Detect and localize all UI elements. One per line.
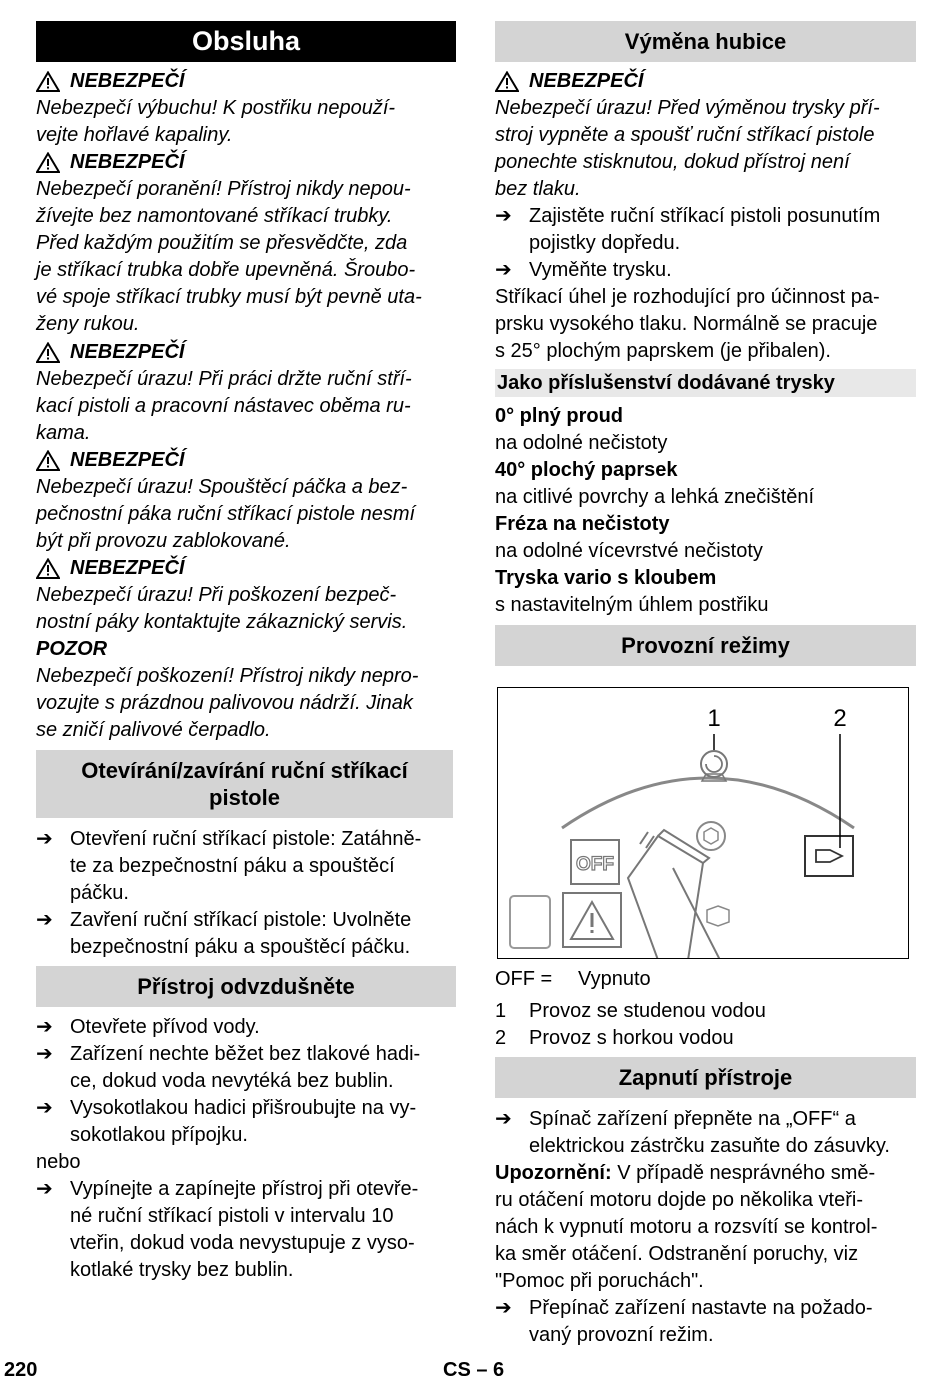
paragraph xyxy=(495,284,880,365)
warning-title-text: NEBEZPEČÍ xyxy=(70,151,185,173)
list-item-line: Vysokotlakou hadici přišroubujte na vy- xyxy=(70,1097,417,1119)
list-item xyxy=(495,257,672,284)
note-line: ru otáčení motoru dojde po několika vteři- xyxy=(495,1189,863,1211)
list-item xyxy=(495,1106,890,1160)
blank-box xyxy=(510,896,550,948)
list-item-line: vteřin, dokud voda nevystupuje z vyso- xyxy=(70,1232,415,1254)
arrow-right-icon: ➔ xyxy=(495,1108,512,1130)
knob-center-icon xyxy=(697,822,725,850)
accessory-name: 0° plný proud xyxy=(495,405,623,427)
warning-title-text: NEBEZPEČÍ xyxy=(70,449,185,471)
warning-text-line: nostní páky kontaktujte zákaznický servis. xyxy=(36,611,408,633)
list-item-line: te za bezpečnostní páku a spouštěcí xyxy=(70,855,395,877)
warning-title xyxy=(36,149,422,176)
warning-triangle-icon xyxy=(36,71,60,92)
arrow-right-icon: ➔ xyxy=(36,828,53,850)
list-item-line: Zajistěte ruční stříkací pistoli posunutím xyxy=(529,205,881,227)
accessory-name: Fréza na nečistoty xyxy=(495,513,670,535)
warning-title xyxy=(36,339,412,366)
arrow-right-icon: ➔ xyxy=(36,1178,53,1200)
paragraph-line: prsku vysokého tlaku. Normálně se pracuje xyxy=(495,313,878,335)
warning-block xyxy=(36,555,407,636)
warning-triangle-icon xyxy=(36,450,60,471)
warning-title xyxy=(36,68,395,95)
warning-title-text: NEBEZPEČÍ xyxy=(529,70,644,92)
hex-screw-icon xyxy=(707,906,729,926)
heading-text: Obsluha xyxy=(191,26,300,56)
figure-label-2: 2 xyxy=(833,705,847,732)
cold-water-icon xyxy=(701,751,727,781)
warning-text-line: kací pistoli a pracovní nástavec oběma ru- xyxy=(36,395,411,417)
note-text: V případě nesprávného smě- xyxy=(611,1162,876,1184)
warning-text-line: vé spoje stříkací trubky musí být pevně uta- xyxy=(36,286,422,308)
warning-block xyxy=(495,68,880,203)
warning-text-line: být při provozu zablokované. xyxy=(36,530,291,552)
heading-text: Výměna hubice xyxy=(624,29,787,54)
legend-key: OFF = xyxy=(495,968,553,990)
warning-title-text: NEBEZPEČÍ xyxy=(70,341,185,363)
list-item-line: Otevřete přívod vody. xyxy=(70,1016,260,1038)
note-line: nách k vypnutí motoru a rozsvítí se kontrol- xyxy=(495,1216,878,1238)
section-heading-vent xyxy=(36,966,456,1007)
arrow-right-icon: ➔ xyxy=(495,205,512,227)
list-item-line: vaný provozní režim. xyxy=(529,1324,714,1346)
section-heading-power-on xyxy=(495,1057,916,1098)
arrow-right-icon: ➔ xyxy=(36,1016,53,1038)
list-item-line: kotlaké trysky bez bublin. xyxy=(70,1259,294,1281)
list-item xyxy=(495,1295,873,1349)
warning-text-line: stroj vypněte a spoušť ruční stříkací pistole xyxy=(495,124,875,146)
page-number: 220 xyxy=(4,1359,38,1381)
warning-text-line: ženy rukou. xyxy=(36,313,140,335)
warning-text-line: žívejte bez namontované stříkací trubky. xyxy=(36,205,393,227)
legend-value: Provoz s horkou vodou xyxy=(529,1027,734,1049)
list-item xyxy=(36,1041,420,1095)
accessory-list xyxy=(495,403,814,619)
caution-text-line: Nebezpečí poškození! Přístroj nikdy nepro- xyxy=(36,665,419,687)
warning-text-line: kama. xyxy=(36,422,91,444)
section-heading-modes xyxy=(495,625,916,666)
warning-block xyxy=(36,447,415,555)
note-paragraph xyxy=(495,1160,877,1295)
legend-row xyxy=(495,966,651,993)
warning-triangle-icon xyxy=(36,342,60,363)
figure-label-1: 1 xyxy=(707,705,721,732)
list-item-line: Vyměňte trysku. xyxy=(529,259,672,281)
arrow-right-icon: ➔ xyxy=(36,1043,53,1065)
warning-title-text: NEBEZPEČÍ xyxy=(70,557,185,579)
mode-switch-figure xyxy=(497,687,909,959)
warning-text-line: vejte hořlavé kapaliny. xyxy=(36,124,233,146)
list-item xyxy=(36,826,421,907)
list-item-line: né ruční stříkací pistoli v intervalu 10 xyxy=(70,1205,394,1227)
legend-value: Provoz se studenou vodou xyxy=(529,1000,766,1022)
warning-triangle-icon xyxy=(36,558,60,579)
list-item-line: elektrickou zástrčku zasuňte do zásuvky. xyxy=(529,1135,890,1157)
page-label: CS – 6 xyxy=(443,1359,505,1381)
arrow-right-icon: ➔ xyxy=(36,1097,53,1119)
list-item-line: sokotlakou přípojku. xyxy=(70,1124,248,1146)
note-line: "Pomoc při poruchách". xyxy=(495,1270,704,1292)
paragraph-line: s 25° plochým paprskem (je přibalen). xyxy=(495,340,831,362)
mode-switch-illustration xyxy=(498,688,909,959)
legend-row xyxy=(495,998,766,1025)
hot-water-icon xyxy=(805,836,853,876)
heading-text: Otevírání/zavírání ruční stříkací xyxy=(81,758,408,783)
warning-text-line: Nebezpečí poranění! Přístroj nikdy nepou- xyxy=(36,178,411,200)
list-item-line: Otevření ruční stříkací pistole: Zatáhně- xyxy=(70,828,422,850)
warning-text-line: je stříkací trubka dobře upevněná. Šroubo- xyxy=(36,259,416,281)
accessory-name: 40° plochý paprsek xyxy=(495,459,678,481)
off-box-label: OFF xyxy=(576,854,614,875)
heading-text: pistole xyxy=(209,785,280,810)
warning-text-line: Nebezpečí úrazu! Před výměnou trysky pří- xyxy=(495,97,880,119)
or-text: nebo xyxy=(36,1151,81,1173)
accessory-desc: na odolné nečistoty xyxy=(495,432,668,454)
list-item xyxy=(36,907,411,961)
heading-text: Provozní režimy xyxy=(621,633,790,658)
heading-text: Jako příslušenství dodávané trysky xyxy=(497,371,835,394)
note-label: Upozornění: xyxy=(495,1162,612,1184)
warning-block xyxy=(36,339,412,447)
warning-text-line: Nebezpečí úrazu! Při poškození bezpeč- xyxy=(36,584,397,606)
warning-text-line: pečnostní páka ruční stříkací pistole nesmí xyxy=(36,503,416,525)
heading-text: Přístroj odvzdušněte xyxy=(137,974,355,999)
warning-title xyxy=(36,555,407,582)
list-item-line: bezpečnostní páku a spouštěcí páčku. xyxy=(70,936,411,958)
warning-text-line: bez tlaku. xyxy=(495,178,581,200)
list-item xyxy=(36,1095,416,1149)
arrow-right-icon: ➔ xyxy=(36,909,53,931)
list-item-line: Přepínač zařízení nastavte na požado- xyxy=(529,1297,873,1319)
paragraph-line: Stříkací úhel je rozhodující pro účinnost pa- xyxy=(495,286,880,308)
caution-title: POZOR xyxy=(36,638,108,660)
warning-text-line: Před každým použitím se přesvědčte, zda xyxy=(36,232,408,254)
warning-text-line: Nebezpečí úrazu! Při práci držte ruční stří- xyxy=(36,368,412,390)
list-item-line: Spínač zařízení přepněte na „OFF“ a xyxy=(529,1108,856,1130)
accessory-name: Tryska vario s kloubem xyxy=(495,567,717,589)
warning-title-text: NEBEZPEČÍ xyxy=(70,70,185,92)
warning-text-line: Nebezpečí výbuchu! K postřiku nepouží- xyxy=(36,97,396,119)
heading-text: Zapnutí přístroje xyxy=(618,1065,793,1090)
warning-block xyxy=(36,149,422,338)
arrow-right-icon: ➔ xyxy=(495,1297,512,1319)
warning-title xyxy=(36,447,415,474)
warning-triangle-icon xyxy=(36,152,60,173)
arrow-right-icon: ➔ xyxy=(495,259,512,281)
warning-block xyxy=(36,68,395,149)
legend-key: 2 xyxy=(495,1027,507,1049)
section-heading-nozzle xyxy=(495,21,916,62)
list-item xyxy=(495,203,880,257)
warning-text-line: Nebezpečí úrazu! Spouštěcí páčka a bez- xyxy=(36,476,408,498)
list-item xyxy=(36,1176,418,1284)
list-item xyxy=(36,1014,260,1041)
list-item-line: Zavření ruční stříkací pistole: Uvolněte xyxy=(70,909,412,931)
caution-text-line: vozujte s prázdnou palivovou nádrží. Jinak xyxy=(36,692,413,714)
list-item-line: Zařízení nechte běžet bez tlakové hadi- xyxy=(70,1043,421,1065)
legend-value: Vypnuto xyxy=(578,968,651,990)
accessory-desc: na odolné vícevrstvé nečistoty xyxy=(495,540,763,562)
note-first-line xyxy=(495,1160,877,1187)
list-item-line: pojistky dopředu. xyxy=(529,232,681,254)
warning-text-line: ponechte stisknutou, dokud přístroj není xyxy=(495,151,850,173)
legend-key: 1 xyxy=(495,1000,507,1022)
warning-title xyxy=(495,68,880,95)
accessory-desc: s nastavitelným úhlem postřiku xyxy=(495,594,769,616)
list-item-line: páčku. xyxy=(70,882,129,904)
caution-text-line: se zničí palivové čerpadlo. xyxy=(36,719,271,741)
section-heading-obsluha xyxy=(36,21,456,62)
list-item-line: Vypínejte a zapínejte přístroj při otevře- xyxy=(70,1178,419,1200)
accessory-desc: na citlivé povrchy a lehká znečištění xyxy=(495,486,815,508)
list-item-line: ce, dokud voda nevytéká bez bublin. xyxy=(70,1070,394,1092)
legend-row xyxy=(495,1025,734,1052)
note-line: ka směr otáčení. Odstranění poruchy, viz xyxy=(495,1243,859,1265)
caution-block xyxy=(36,636,418,744)
warning-box-icon xyxy=(563,893,621,947)
section-heading-accessory xyxy=(495,369,916,397)
warning-triangle-icon xyxy=(495,71,519,92)
section-heading-open-close xyxy=(36,750,453,818)
